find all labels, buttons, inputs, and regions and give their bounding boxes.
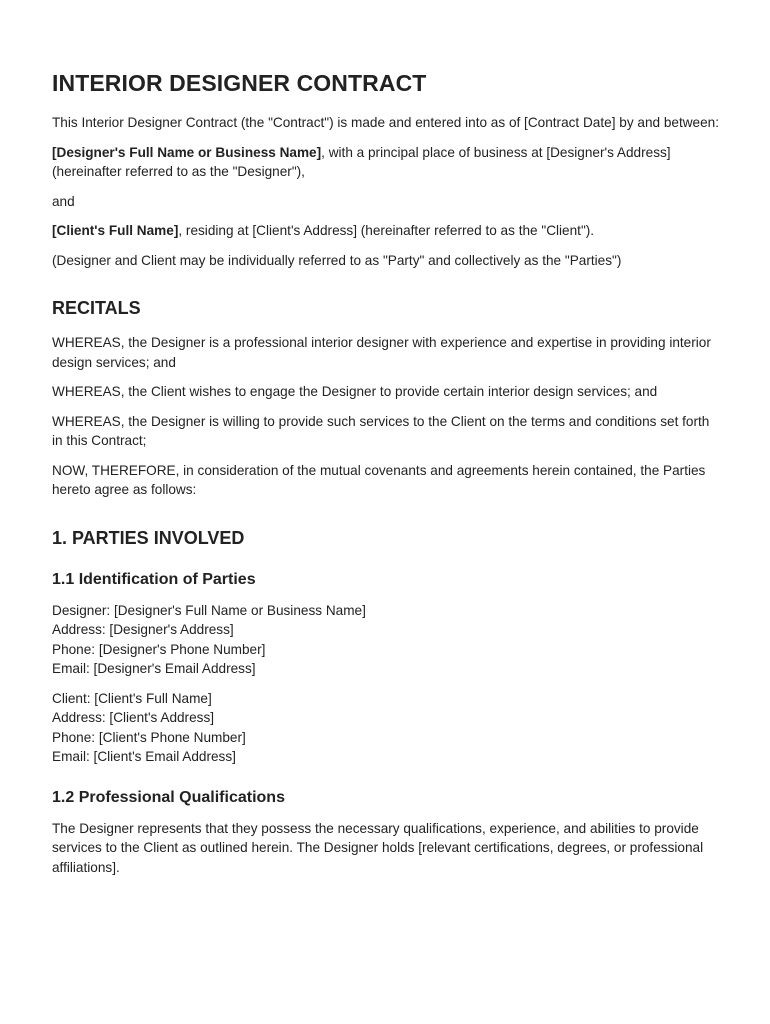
section-1-1-heading: 1.1 Identification of Parties <box>52 570 256 588</box>
designer-name-line: Designer: [Designer's Full Name or Business Name] <box>52 602 366 618</box>
recital-item: WHEREAS, the Client wishes to engage the Designer to provide certain interior design services; and <box>52 384 658 399</box>
section-1-2-heading: 1.2 Professional Qualifications <box>52 788 285 806</box>
client-name-line: Client: [Client's Full Name] <box>52 690 212 706</box>
client-party-text: , residing at [Client's Address] (hereinafter referred to as the "Client"). <box>178 223 595 238</box>
client-details <box>52 689 722 767</box>
and-conjunction: and <box>52 193 75 209</box>
qualifications-text: The Designer represents that they possess the necessary qualifications, experience, and abilities to provide services to the Client as outlined herein. The Designer holds [relevant certifications, degrees, or professional affiliations]. <box>52 820 704 875</box>
document-title: INTERIOR DESIGNER CONTRACT <box>52 70 427 96</box>
recitals-heading: RECITALS <box>52 298 141 318</box>
designer-details <box>52 601 722 679</box>
client-address-line: Address: [Client's Address] <box>52 710 215 725</box>
recital-item: NOW, THEREFORE, in consideration of the mutual covenants and agreements herein contained, the Parties hereto agree as follows: <box>52 462 706 497</box>
designer-party-text: , with a principal place of business at [Designer's Address] (hereinafter referred to as the "Designer"), <box>52 144 671 179</box>
section-1-heading: 1. PARTIES INVOLVED <box>52 527 245 548</box>
client-party-paragraph <box>52 221 722 241</box>
designer-address-line: Address: [Designer's Address] <box>52 622 234 637</box>
designer-phone-line: Phone: [Designer's Phone Number] <box>52 641 266 657</box>
designer-email-line: Email: [Designer's Email Address] <box>52 661 256 676</box>
recital-item: WHEREAS, the Designer is a professional interior designer with experience and expertise in providing interior design services; and <box>52 335 711 370</box>
client-name-placeholder: [Client's Full Name] <box>52 223 179 238</box>
parties-note: (Designer and Client may be individually referred to as "Party" and collectively as the "Parties") <box>52 252 622 268</box>
intro-opening: This Interior Designer Contract (the "Contract") is made and entered into as of [Contract Date] by and between: <box>52 115 720 130</box>
client-phone-line: Phone: [Client's Phone Number] <box>52 729 246 745</box>
designer-name-placeholder: [Designer's Full Name or Business Name] <box>52 144 322 160</box>
client-email-line: Email: [Client's Email Address] <box>52 749 236 764</box>
designer-party-paragraph <box>52 143 722 182</box>
recital-item: WHEREAS, the Designer is willing to provide such services to the Client on the terms and conditions set forth in this Contract; <box>52 413 710 448</box>
